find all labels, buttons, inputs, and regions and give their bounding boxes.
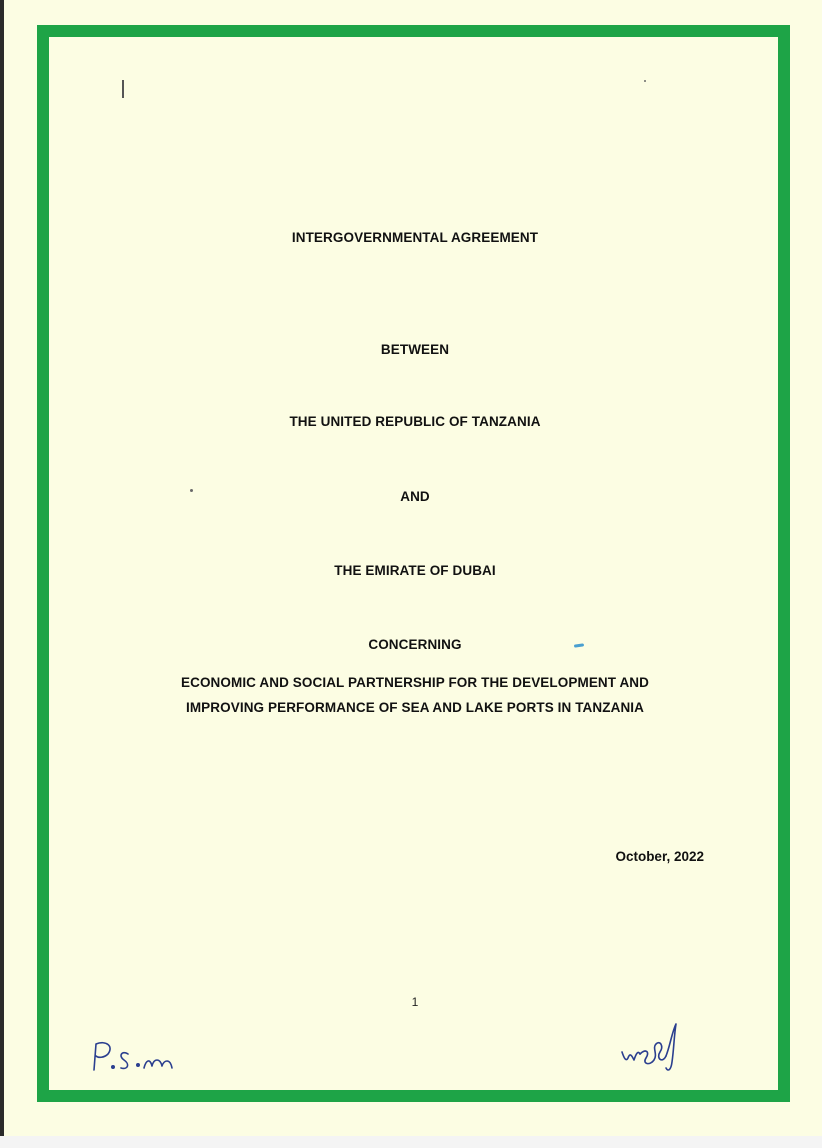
left-initials-signature (88, 1036, 198, 1078)
agreement-title: INTERGOVERNMENTAL AGREEMENT (291, 230, 539, 245)
stray-mark (122, 80, 124, 98)
party-one: THE UNITED REPUBLIC OF TANZANIA (289, 414, 541, 429)
concerning-label: CONCERNING (368, 637, 462, 652)
document-date: October, 2022 (615, 849, 704, 864)
scan-bottom-strip (0, 1136, 822, 1148)
and-label: AND (400, 489, 430, 504)
subject-line-1: ECONOMIC AND SOCIAL PARTNERSHIP FOR THE DEVELOPMENT AND (180, 675, 650, 690)
right-initials-signature (616, 1018, 696, 1076)
between-label: BETWEEN (380, 342, 450, 357)
scan-speck (644, 80, 646, 82)
page-number: 1 (411, 995, 419, 1009)
subject-line-2: IMPROVING PERFORMANCE OF SEA AND LAKE PORTS IN TANZANIA (185, 700, 644, 715)
document-page (4, 0, 822, 1136)
party-two: THE EMIRATE OF DUBAI (334, 563, 496, 578)
